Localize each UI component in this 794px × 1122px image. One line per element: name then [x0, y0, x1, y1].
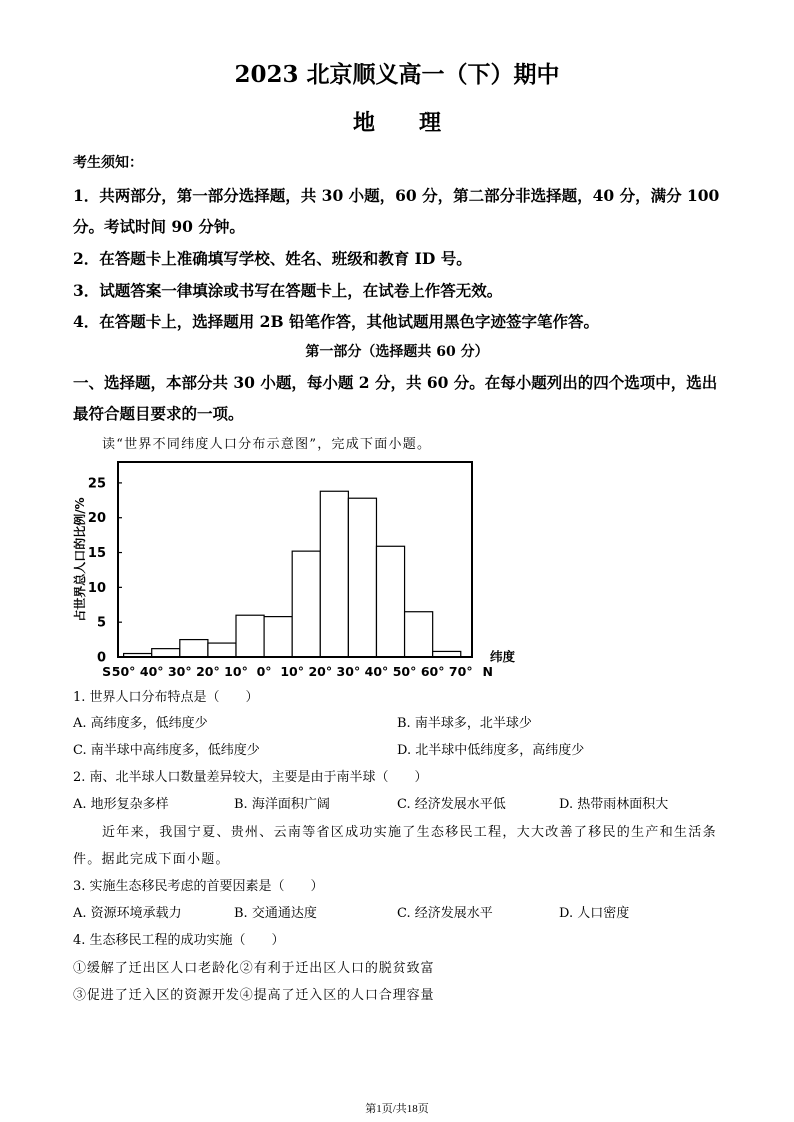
bar: [405, 612, 433, 657]
x-tick-label: 40°: [364, 664, 389, 679]
bar: [152, 649, 180, 657]
exam-title: 2023 北京顺义高一（下）期中: [234, 61, 560, 88]
y-tick-label: 5: [96, 615, 106, 631]
passage-line: 近年来，我国宁夏、贵州、云南等省区成功实施了生态移民工程，大大改善了移民的生产和生活条: [102, 825, 717, 840]
question-stem: 1. 世界人口分布特点是（ ）: [73, 690, 259, 705]
question-stem: 3. 实施生态移民考虑的首要因素是（ ）: [73, 879, 324, 894]
passage-line: 件。据此完成下面小题。: [73, 852, 230, 867]
bar: [376, 546, 404, 657]
part1-heading: 第一部分（选择题共 60 分）: [305, 344, 489, 360]
part1-instruction-line: 一、选择题，本部分共 30 小题，每小题 2 分，共 60 分。在每小题列出的四个选项中，选出: [73, 373, 718, 392]
option-a: A. 高纬度多，低纬度少: [73, 716, 208, 731]
notice-line: 3．试题答案一律填涂或书写在答题卡上，在试卷上作答无效。: [73, 281, 503, 300]
subject-title: 地 理: [352, 110, 441, 136]
y-tick-label: 25: [87, 476, 106, 492]
part1-instruction-line: 最符合题目要求的一项。: [73, 404, 244, 423]
notice-heading: 考生须知：: [73, 155, 143, 171]
statement-line: ①缓解了迁出区人口老龄化②有利于迁出区人口的脱贫致富: [73, 961, 435, 976]
option-c: C. 经济发展水平: [397, 906, 493, 921]
notice-line: 分。考试时间 90 分钟。: [73, 217, 245, 236]
x-tick-label: 50°: [111, 664, 136, 679]
bar: [180, 640, 208, 657]
x-hemisphere-label-north: N: [482, 664, 493, 679]
bar: [264, 617, 292, 657]
y-tick-label: 10: [87, 580, 106, 596]
option-d: D. 热带雨林面积大: [559, 797, 669, 812]
x-axis-label: 纬度: [490, 649, 516, 664]
x-tick-label: 0°: [256, 664, 272, 679]
bar: [320, 491, 348, 657]
bar: [348, 498, 376, 657]
y-tick-label: 0: [96, 650, 106, 666]
x-tick-label: 60°: [420, 664, 445, 679]
option-a: A. 资源环境承载力: [73, 906, 182, 921]
y-tick-label: 20: [87, 511, 106, 527]
x-tick-label: 20°: [196, 664, 220, 679]
page-number: 第1页/共18页: [365, 1103, 429, 1115]
bar: [292, 551, 320, 657]
x-tick-label: 10°: [280, 664, 305, 679]
y-axis-label: 占世界总人口的比例/%: [73, 497, 87, 622]
population-latitude-chart: [60, 450, 530, 690]
x-tick-label: 40°: [139, 664, 164, 679]
question-stem: 2. 南、北半球人口数量差异较大，主要是由于南半球（ ）: [73, 770, 428, 785]
option-c: C. 经济发展水平低: [397, 797, 506, 812]
notice-line: 1．共两部分，第一部分选择题，共 30 小题，60 分，第二部分非选择题，40 分，满分 100: [73, 186, 720, 205]
x-tick-label: 50°: [392, 664, 417, 679]
option-a: A. 地形复杂多样: [73, 797, 169, 812]
statement-line: ③促进了迁入区的资源开发④提高了迁入区的人口合理容量: [73, 988, 435, 1003]
chart-intro: 读“世界不同纬度人口分布示意图”，完成下面小题。: [102, 437, 432, 452]
option-c: C. 南半球中高纬度多，低纬度少: [73, 743, 260, 758]
option-d: D. 人口密度: [559, 906, 630, 921]
option-d: D. 北半球中低纬度多，高纬度少: [397, 743, 585, 758]
x-hemisphere-label-south: S: [102, 664, 112, 679]
question-stem: 4. 生态移民工程的成功实施（ ）: [73, 933, 285, 948]
bar: [208, 643, 236, 657]
y-tick-label: 15: [87, 546, 106, 562]
option-b: B. 交通通达度: [234, 906, 317, 921]
x-tick-label: 70°: [448, 664, 473, 679]
notice-line: 4．在答题卡上，选择题用 2B 铅笔作答，其他试题用黑色字迹签字笔作答。: [73, 312, 599, 331]
x-tick-label: 10°: [224, 664, 248, 679]
x-tick-label: 30°: [167, 664, 192, 679]
x-tick-label: 30°: [336, 664, 361, 679]
notice-line: 2．在答题卡上准确填写学校、姓名、班级和教育 ID 号。: [73, 249, 472, 268]
x-tick-label: 20°: [308, 664, 333, 679]
bar: [236, 615, 264, 657]
option-b: B. 海洋面积广阔: [234, 797, 330, 812]
option-b: B. 南半球多，北半球少: [397, 716, 532, 731]
